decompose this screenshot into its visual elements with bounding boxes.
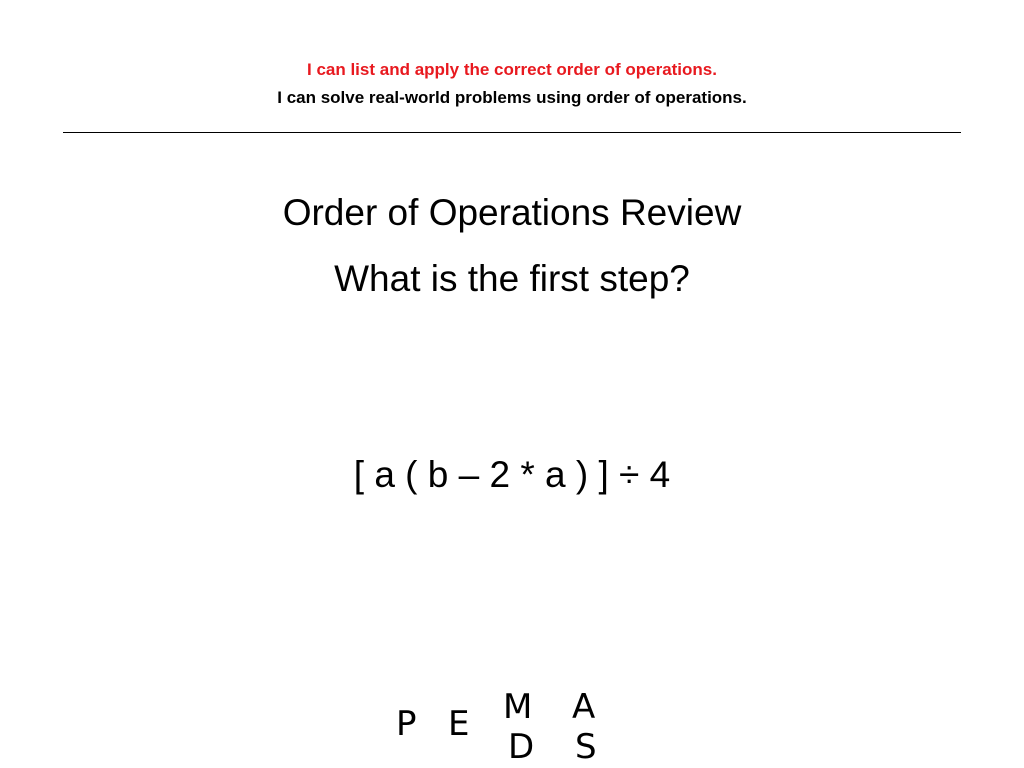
- slide-title: Order of Operations Review: [282, 192, 742, 233]
- pemdas-letter-s: S: [575, 727, 597, 767]
- math-expression: [ a ( b – 2 * a ) ] ÷ 4: [353, 454, 671, 495]
- pemdas-letter-p: P: [396, 704, 417, 744]
- objective-real-world: I can solve real-world problems using order of operations.: [277, 88, 747, 107]
- objective-list-apply: I can list and apply the correct order of operations.: [307, 60, 717, 79]
- pemdas-letter-a: A: [572, 687, 596, 727]
- pemdas-letter-d: D: [508, 727, 535, 767]
- slide-question: What is the first step?: [334, 258, 690, 299]
- learning-objectives: [0, 56, 1024, 112]
- pemdas-letter-m: M: [503, 687, 533, 727]
- divider-line: [63, 132, 961, 133]
- pemdas-letter-e: E: [448, 704, 470, 744]
